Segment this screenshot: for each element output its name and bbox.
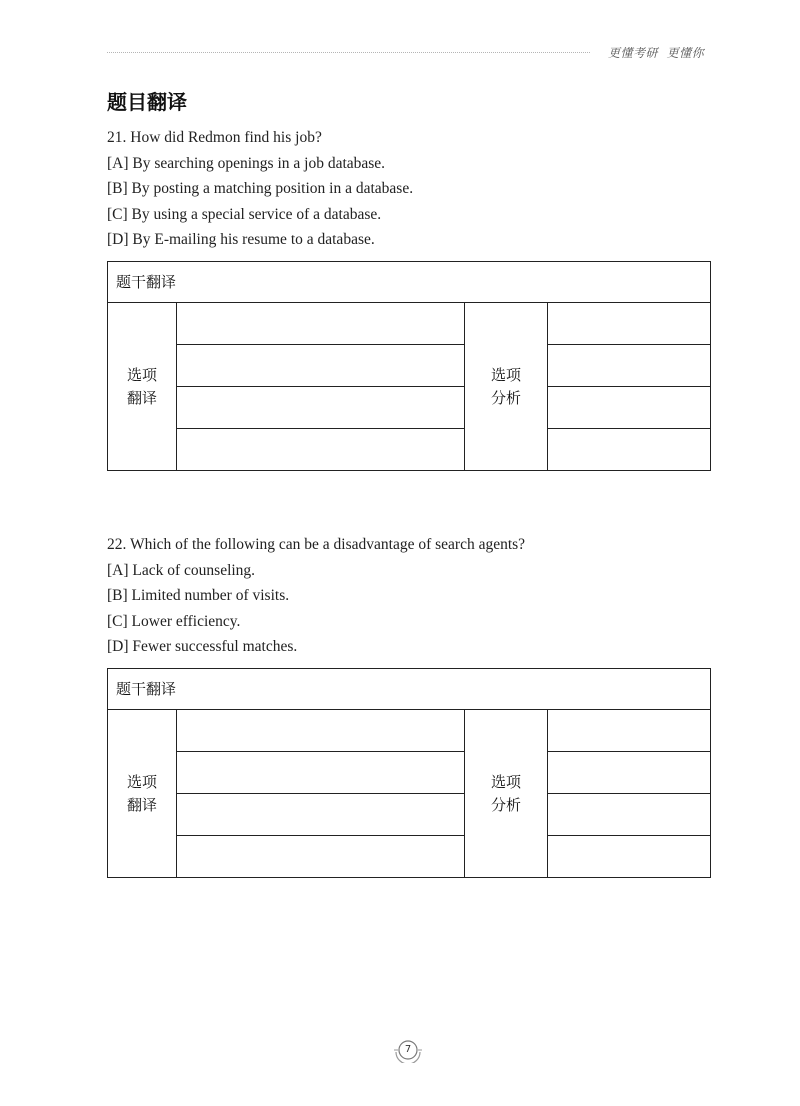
analysis-cell-d[interactable] [547, 429, 710, 470]
translation-cell-c[interactable] [177, 387, 464, 429]
label-line: 选项 [126, 772, 157, 791]
option-c: [C] By using a special service of a database. [107, 205, 382, 223]
analysis-cell-a[interactable] [547, 710, 710, 752]
translation-cell-b[interactable] [177, 752, 464, 794]
translation-cell-a[interactable] [177, 710, 464, 752]
question-stem: 22. Which of the following can be a disadvantage of search agents? [107, 536, 526, 553]
label-line: 选项 [126, 365, 157, 384]
section-title: 题目翻译 [107, 90, 187, 114]
page-number-badge [392, 1037, 424, 1063]
option-translation-label [108, 710, 177, 877]
translation-cell-a[interactable] [177, 303, 464, 345]
question-stem: 21. How did Redmon find his job? [107, 129, 322, 146]
stem-translation-label: 题干翻译 [108, 669, 710, 710]
label-line: 分析 [490, 388, 521, 407]
label-line: 选项 [490, 772, 521, 791]
stem-translation-label: 题干翻译 [108, 262, 710, 303]
label-line: 选项 [490, 365, 521, 384]
analysis-cell-c[interactable] [547, 794, 710, 836]
answer-table-21 [107, 261, 711, 471]
header-slogan: 更懂考研 更懂你 [608, 46, 705, 60]
analysis-cell-a[interactable] [547, 303, 710, 345]
header-rule [107, 52, 590, 53]
option-d: [D] By E-mailing his resume to a database. [107, 231, 375, 249]
label-line: 翻译 [126, 795, 157, 814]
analysis-column [547, 303, 710, 470]
analysis-cell-d[interactable] [547, 836, 710, 877]
page-number: 7 [404, 1044, 412, 1055]
option-analysis-label [464, 303, 548, 470]
analysis-cell-b[interactable] [547, 752, 710, 794]
question-21 [107, 125, 717, 253]
option-a: [A] Lack of counseling. [107, 561, 256, 579]
translation-cell-c[interactable] [177, 794, 464, 836]
option-c: [C] Lower efficiency. [107, 612, 241, 630]
option-b: [B] By posting a matching position in a database. [107, 180, 414, 198]
label-line: 翻译 [126, 388, 157, 407]
option-b: [B] Limited number of visits. [107, 587, 290, 605]
label-line: 分析 [490, 795, 521, 814]
translation-column [177, 710, 464, 877]
answer-table-22 [107, 668, 711, 878]
analysis-cell-b[interactable] [547, 345, 710, 387]
translation-cell-b[interactable] [177, 345, 464, 387]
option-a: [A] By searching openings in a job database. [107, 154, 386, 172]
analysis-cell-c[interactable] [547, 387, 710, 429]
option-translation-label [108, 303, 177, 470]
option-analysis-label [464, 710, 548, 877]
option-d: [D] Fewer successful matches. [107, 638, 298, 656]
translation-cell-d[interactable] [177, 429, 464, 470]
translation-cell-d[interactable] [177, 836, 464, 877]
translation-column [177, 303, 464, 470]
question-22 [107, 532, 717, 660]
analysis-column [547, 710, 710, 877]
